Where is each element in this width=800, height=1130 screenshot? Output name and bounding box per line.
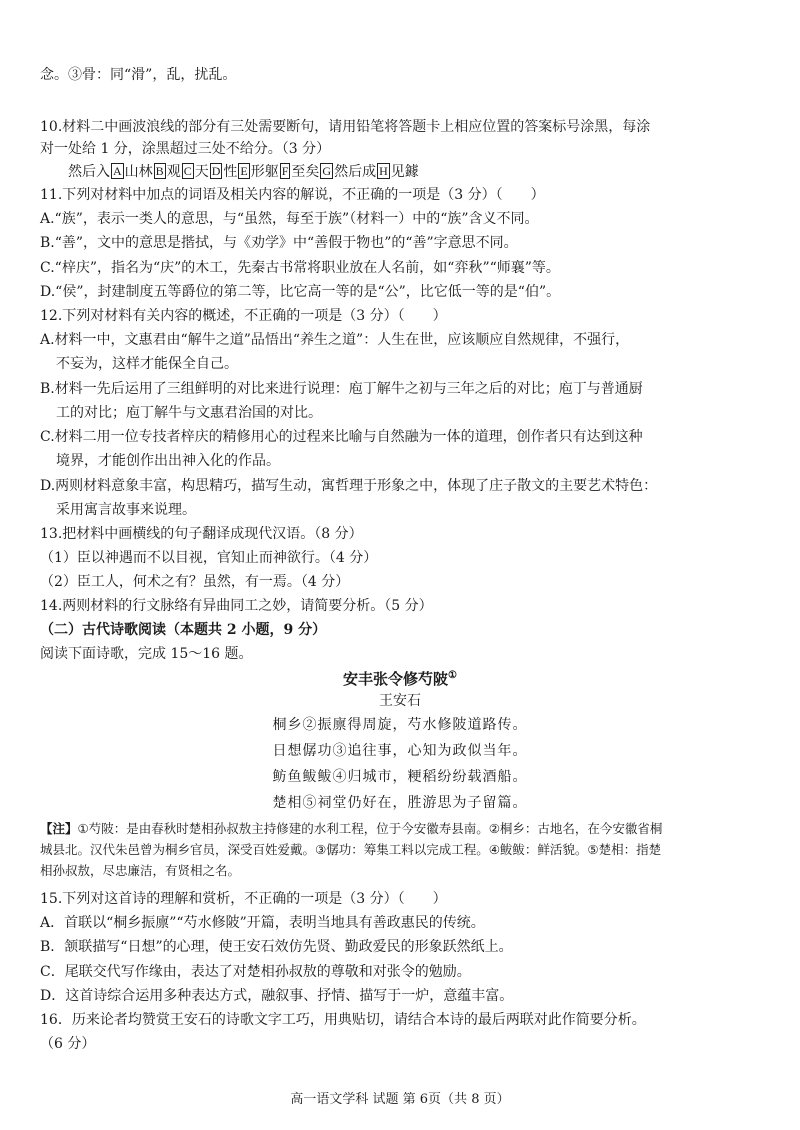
poem-line: 日想僝功③追往事，心知为政似当年。	[272, 743, 528, 759]
segment: 山林	[124, 164, 153, 180]
note-text: ①芍陂：是由春秋时楚相孙叔敖主持修建的水利工程，位于今安徽寿县南。②桐乡：古地名，在今安徽省桐	[77, 821, 663, 836]
poem-title-footnote-marker: ①	[448, 670, 457, 681]
poem-title-text: 安丰张令修芍陂	[343, 670, 449, 688]
annotation-continuation: 念。③骨：同“滑”，乱，扰乱。	[40, 67, 237, 83]
q12-option-a-line1[interactable]: A.材料一中，文惠君由“解牛之道”品悟出“养生之道”：人生在世，应该顺应自然规律，不强行，	[40, 332, 630, 348]
q12-option-b-line2[interactable]: 工的对比；庖丁解牛与文惠君治国的对比。	[56, 405, 322, 421]
q13-stem: 13.把材料中画横线的句子翻译成现代汉语。（8 分）	[40, 526, 363, 542]
break-marker-box[interactable]: G	[322, 164, 332, 178]
poem-title	[0, 664, 800, 691]
q10-stem-line2: 对一处给 1 分，涂黑超过三处不给分。（3 分）	[40, 141, 331, 157]
q12-option-d-line1[interactable]: D.两则材料意象丰富，构思精巧，描写生动，寓哲理于形象之中，体现了庄子散文的主要艺术特色：	[40, 478, 658, 494]
note-line-3: 相孙叔敖，尽忠廉洁，有贤相之名。	[40, 863, 241, 878]
page-footer: 高一语文学科 试题 第 6页（共 8 页）	[290, 1092, 510, 1107]
q16-stem-line2: （6 分）	[40, 1036, 96, 1052]
segment: 性	[223, 164, 238, 180]
q12-option-c-line1[interactable]: C.材料二用一位专技者梓庆的精修用心的过程来比喻与自然融为一体的道理，创作者只有达到这种	[40, 429, 643, 445]
q15-option-b[interactable]: B．颔联描写“日想”的心理，使王安石效仿先贤、勤政爱民的形象跃然纸上。	[40, 939, 513, 955]
break-marker-box[interactable]: H	[379, 164, 388, 178]
poem-line: 楚相⑤祠堂仍好在，胜游思为子留篇。	[272, 795, 528, 811]
q13-sentence-2: （2）臣工人，何术之有？虽然，有一焉。（4 分）	[40, 574, 350, 590]
poem-note	[40, 818, 762, 881]
q11-option-c[interactable]: C.“梓庆”，指名为“庆”的木工，先秦古书常将职业放在人名前，如“弈秋”“师襄”等。	[40, 260, 560, 276]
q12-stem: 12.下列对材料有关内容的概述，不正确的一项是（3 分）（ ）	[40, 308, 447, 324]
q16-stem-line1: 16．历来论者均赞赏王安石的诗歌文字工巧，用典贴切，请结合本诗的最后两联对此作简要分析。	[40, 1012, 646, 1028]
segment: 然后入	[68, 164, 110, 180]
poem-author: 王安石	[379, 693, 421, 709]
segment: 见鐻	[390, 164, 419, 180]
q11-stem: 11.下列对材料中加点的词语及相关内容的解说，不正确的一项是（3 分）（ ）	[40, 187, 545, 203]
q15-option-d[interactable]: D．这首诗综合运用多种表达方式，融叙事、抒情、描写于一炉，意蕴丰富。	[40, 988, 514, 1004]
segment: 至矣	[291, 164, 320, 180]
q12-option-d-line2[interactable]: 采用寓言故事来说理。	[56, 502, 196, 518]
poem-line: 鲂鱼鲅鲅④归城市，粳稻纷纷载酒船。	[272, 769, 528, 785]
q10-sentence-with-markers	[68, 161, 762, 183]
q15-option-a[interactable]: A．首联以“桐乡振廪”“芍水修陂”开篇，表明当地具有善政惠民的传统。	[40, 915, 485, 931]
break-marker-box[interactable]: A	[113, 164, 122, 178]
q12-option-a-line2[interactable]: 不妄为，这样才能保全自己。	[56, 356, 238, 372]
segment: 天	[194, 164, 209, 180]
segment: 形躯	[250, 164, 279, 180]
q15-stem: 15.下列对这首诗的理解和赏析，不正确的一项是（3 分）（ ）	[40, 891, 447, 907]
note-line-2: 城县北。汉代朱邑曾为桐乡官员，深受百姓爱戴。③僝功：筹集工料以完成工程。④鲅鲅：鲜活貌。⑤楚相：指楚	[40, 842, 662, 857]
break-marker-box[interactable]: C	[183, 164, 192, 178]
q11-option-d[interactable]: D.“侯”，封建制度五等爵位的第二等，比它高一等的是“公”，比它低一等的是“伯”。	[40, 284, 561, 300]
poem-line: 桐乡②振廪得周旋，芍水修陂道路传。	[272, 717, 528, 733]
q15-option-c[interactable]: C．尾联交代写作缘由，表达了对楚相孙叔敖的尊敬和对张令的勉励。	[40, 964, 471, 980]
q11-option-a[interactable]: A.“族”，表示一类人的意思，与“虽然，每至于族”（材料一）中的“族”含义不同。	[40, 211, 539, 227]
break-marker-box[interactable]: D	[211, 164, 221, 178]
note-label: 【注】	[40, 821, 78, 836]
section-instruction: 阅读下面诗歌，完成 15～16 题。	[40, 646, 253, 662]
note-line-1	[40, 818, 762, 839]
break-marker-box[interactable]: F	[281, 164, 289, 178]
section-heading: （二）古代诗歌阅读（本题共 2 小题，9 分）	[40, 622, 327, 638]
segment: 然后成	[334, 164, 377, 180]
break-marker-box[interactable]: E	[240, 164, 248, 178]
q13-sentence-1: （1）臣以神遇而不以目视，官知止而神欲行。（4 分）	[40, 550, 378, 566]
q10-stem-line1: 10.材料二中画波浪线的部分有三处需要断句，请用铅笔将答题卡上相应位置的答案标号涂黑，每涂	[40, 119, 651, 135]
q12-option-b-line1[interactable]: B.材料一先后运用了三组鲜明的对比来进行说理：庖丁解牛之初与三年之后的对比；庖丁与普通厨	[40, 381, 643, 397]
q12-option-c-line2[interactable]: 境界，才能创作出出神入化的作品。	[56, 453, 280, 469]
q11-option-b[interactable]: B.“善”，文中的意思是揩拭，与《劝学》中“善假于物也”的“善”字意思不同。	[40, 235, 518, 251]
segment: 观	[166, 164, 181, 180]
break-marker-box[interactable]: B	[155, 164, 164, 178]
q14-stem: 14.两则材料的行文脉络有异曲同工之妙，请简要分析。（5 分）	[40, 598, 433, 614]
